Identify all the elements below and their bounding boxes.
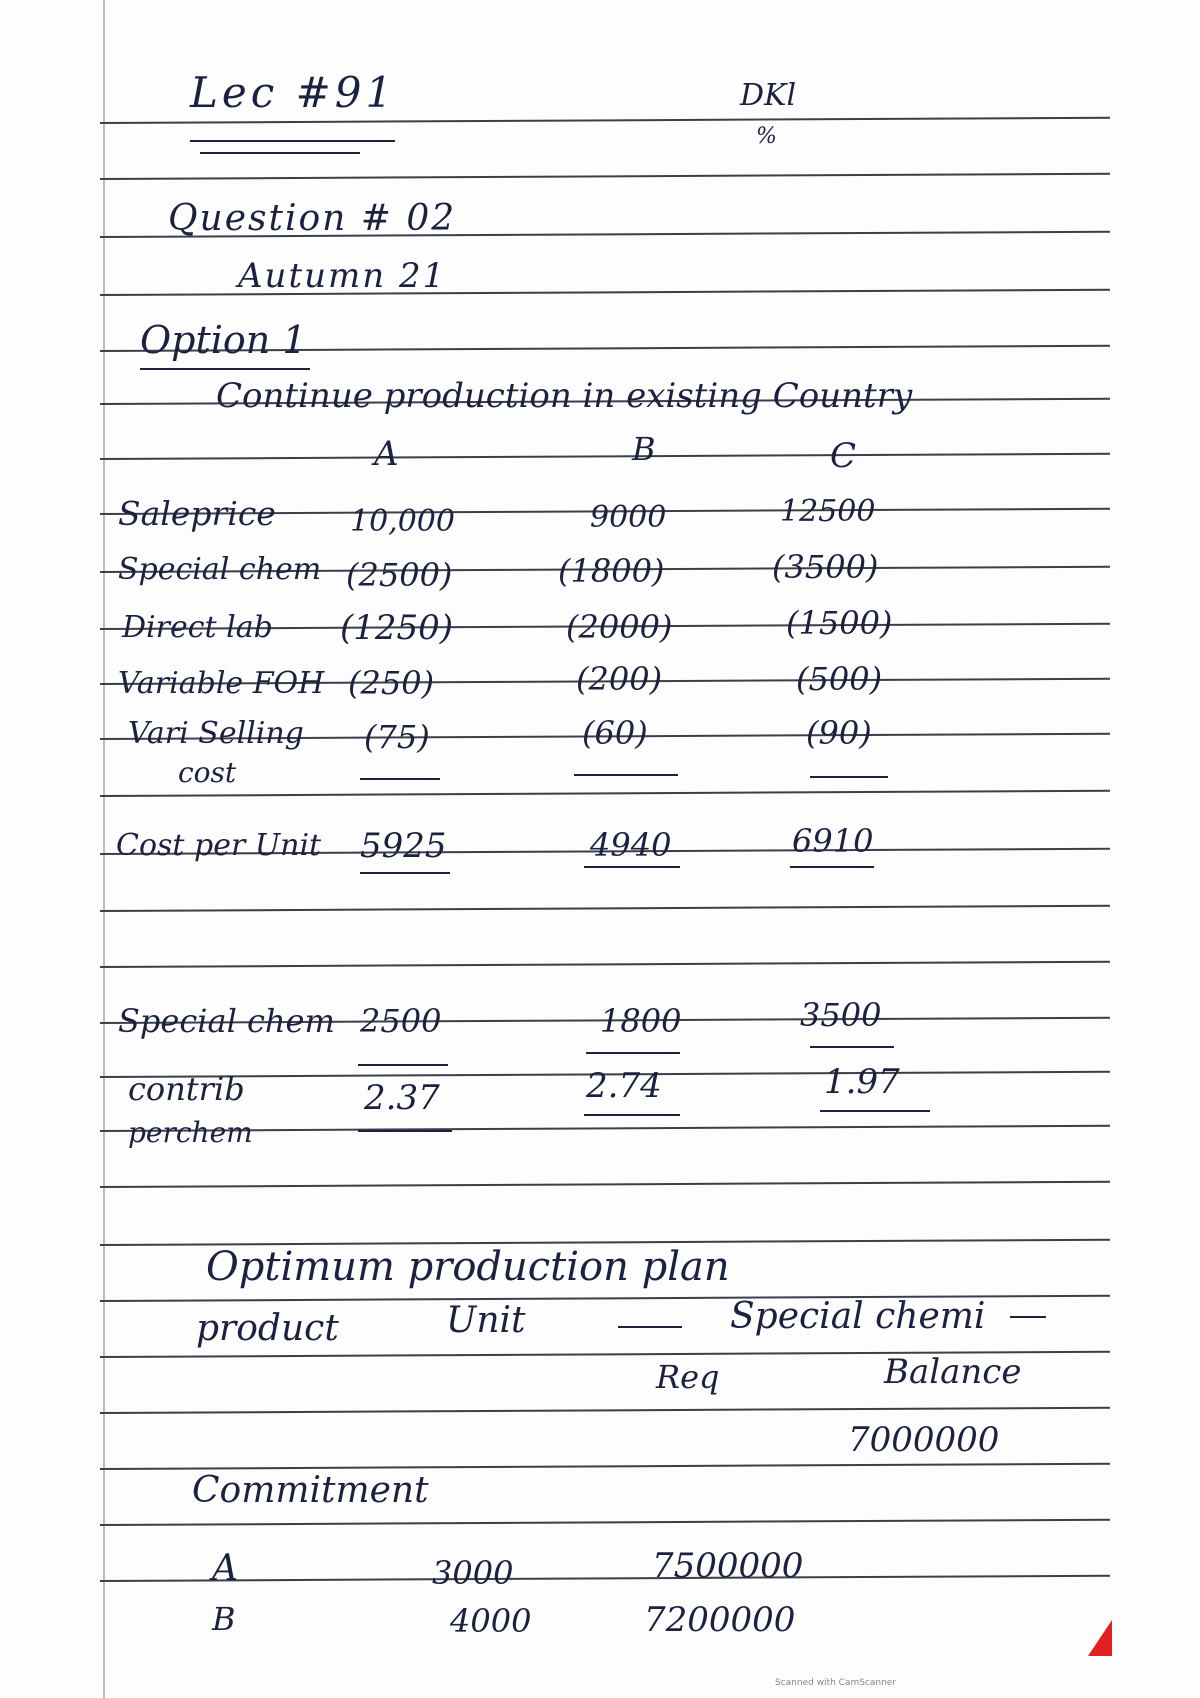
cell-direct-lab-b: (2000) — [566, 608, 673, 646]
cell-special-chem2-c: 3500 — [800, 996, 882, 1034]
lecture-title: Lec #91 — [190, 68, 397, 117]
special-chem-divider-b — [586, 1052, 680, 1054]
lecture-underline — [190, 140, 395, 142]
ruled-line — [100, 117, 1110, 124]
cpu-underline-a — [360, 872, 450, 874]
cell-vari-selling-a: (75) — [364, 718, 430, 756]
ruled-line — [100, 1519, 1110, 1526]
question-title: Question # 02 — [168, 198, 457, 239]
lecture-underline-2 — [200, 152, 360, 154]
plan-header-dash-right — [1010, 1316, 1046, 1318]
special-chem-divider-a — [358, 1064, 448, 1066]
row-label-special-chem-2: Special chem — [118, 1002, 335, 1040]
cell-special-chem2-b: 1800 — [600, 1002, 682, 1040]
plan-header-req: Req — [656, 1358, 720, 1396]
cell-direct-lab-a: (1250) — [340, 608, 454, 648]
cell-variable-foh-a: (250) — [348, 664, 435, 702]
row-label-vari-selling-cost: cost — [178, 756, 237, 789]
contrib-underline-b — [584, 1114, 680, 1116]
scanner-watermark: Scanned with CamScanner — [775, 1678, 897, 1688]
ruled-line — [100, 790, 1110, 797]
product-header-b: B — [632, 430, 656, 468]
row-label-saleprice: Saleprice — [118, 494, 276, 533]
cell-saleprice-c: 12500 — [780, 494, 876, 529]
ruled-line — [100, 905, 1110, 912]
cell-special-chem2-a: 2500 — [360, 1002, 442, 1040]
row-label-direct-lab: Direct lab — [122, 610, 273, 645]
plan-header-special: Special chemi — [730, 1296, 986, 1337]
contrib-underline-c — [820, 1110, 930, 1112]
plan-row-b-units: 4000 — [450, 1602, 532, 1640]
option-title: Option 1 — [140, 318, 307, 362]
plan-header-balance: Balance — [884, 1352, 1022, 1392]
plan-row-a-product: A — [212, 1548, 238, 1589]
cell-cost-per-unit-c: 6910 — [792, 822, 874, 860]
cell-vari-selling-c: (90) — [806, 714, 872, 752]
ruled-line — [100, 1181, 1110, 1188]
cell-cost-per-unit-a: 5925 — [360, 826, 447, 866]
cpu-underline-c — [790, 866, 874, 868]
product-header-c: C — [830, 436, 857, 476]
cell-special-chem-a: (2500) — [346, 556, 453, 594]
contrib-underline-a — [358, 1130, 452, 1132]
ruled-line — [100, 961, 1110, 968]
question-session: Autumn 21 — [238, 256, 447, 296]
plan-title: Optimum production plan — [206, 1244, 730, 1290]
cell-saleprice-a: 10,000 — [350, 504, 455, 539]
plan-header-product: product — [196, 1308, 339, 1349]
ruled-line — [100, 1575, 1110, 1582]
plan-header-unit: Unit — [446, 1300, 526, 1341]
row-label-vari-selling: Vari Selling — [128, 716, 304, 751]
plan-row-b-product: B — [212, 1600, 236, 1638]
cell-direct-lab-c: (1500) — [786, 604, 893, 642]
total-line-c — [810, 776, 888, 778]
cpu-underline-b — [584, 866, 680, 868]
commitment-label: Commitment — [192, 1470, 429, 1511]
row-label-special-chem: Special chem — [118, 552, 322, 587]
red-corner-mark — [1088, 1620, 1112, 1656]
option-subtitle: Continue production in existing Country — [216, 376, 913, 416]
ruled-line — [100, 1407, 1110, 1414]
special-chem-divider-c — [810, 1046, 894, 1048]
initials-sub: % — [756, 124, 777, 149]
cell-contrib-b: 2.74 — [586, 1066, 662, 1106]
cell-variable-foh-b: (200) — [576, 660, 663, 698]
row-label-variable-foh: Variable FOH — [118, 666, 325, 701]
option-underline — [140, 368, 310, 370]
cell-special-chem-c: (3500) — [772, 548, 879, 586]
cell-saleprice-b: 9000 — [590, 500, 667, 535]
ruled-line — [100, 453, 1110, 460]
product-header-a: A — [374, 434, 399, 474]
margin-line — [103, 0, 105, 1698]
cell-vari-selling-b: (60) — [582, 714, 648, 752]
initials: DKl — [740, 78, 797, 113]
plan-row-a-units: 3000 — [432, 1554, 514, 1592]
cell-cost-per-unit-b: 4940 — [590, 826, 672, 864]
cell-contrib-c: 1.97 — [824, 1062, 900, 1102]
cell-variable-foh-c: (500) — [796, 660, 883, 698]
row-label-perchem: perchem — [128, 1116, 253, 1149]
total-line-b — [574, 774, 678, 776]
ruled-line — [100, 1463, 1110, 1470]
cell-special-chem-b: (1800) — [558, 552, 665, 590]
plan-row-a-req: 7500000 — [652, 1546, 804, 1586]
plan-row-b-req: 7200000 — [644, 1600, 796, 1640]
row-label-contrib: contrib — [128, 1070, 245, 1108]
total-line-a — [360, 778, 440, 780]
row-label-cost-per-unit: Cost per Unit — [116, 828, 322, 863]
plan-opening-balance: 7000000 — [848, 1420, 1000, 1460]
cell-contrib-a: 2.37 — [364, 1078, 440, 1118]
plan-header-dash-left — [618, 1326, 682, 1328]
ruled-line — [100, 173, 1110, 180]
